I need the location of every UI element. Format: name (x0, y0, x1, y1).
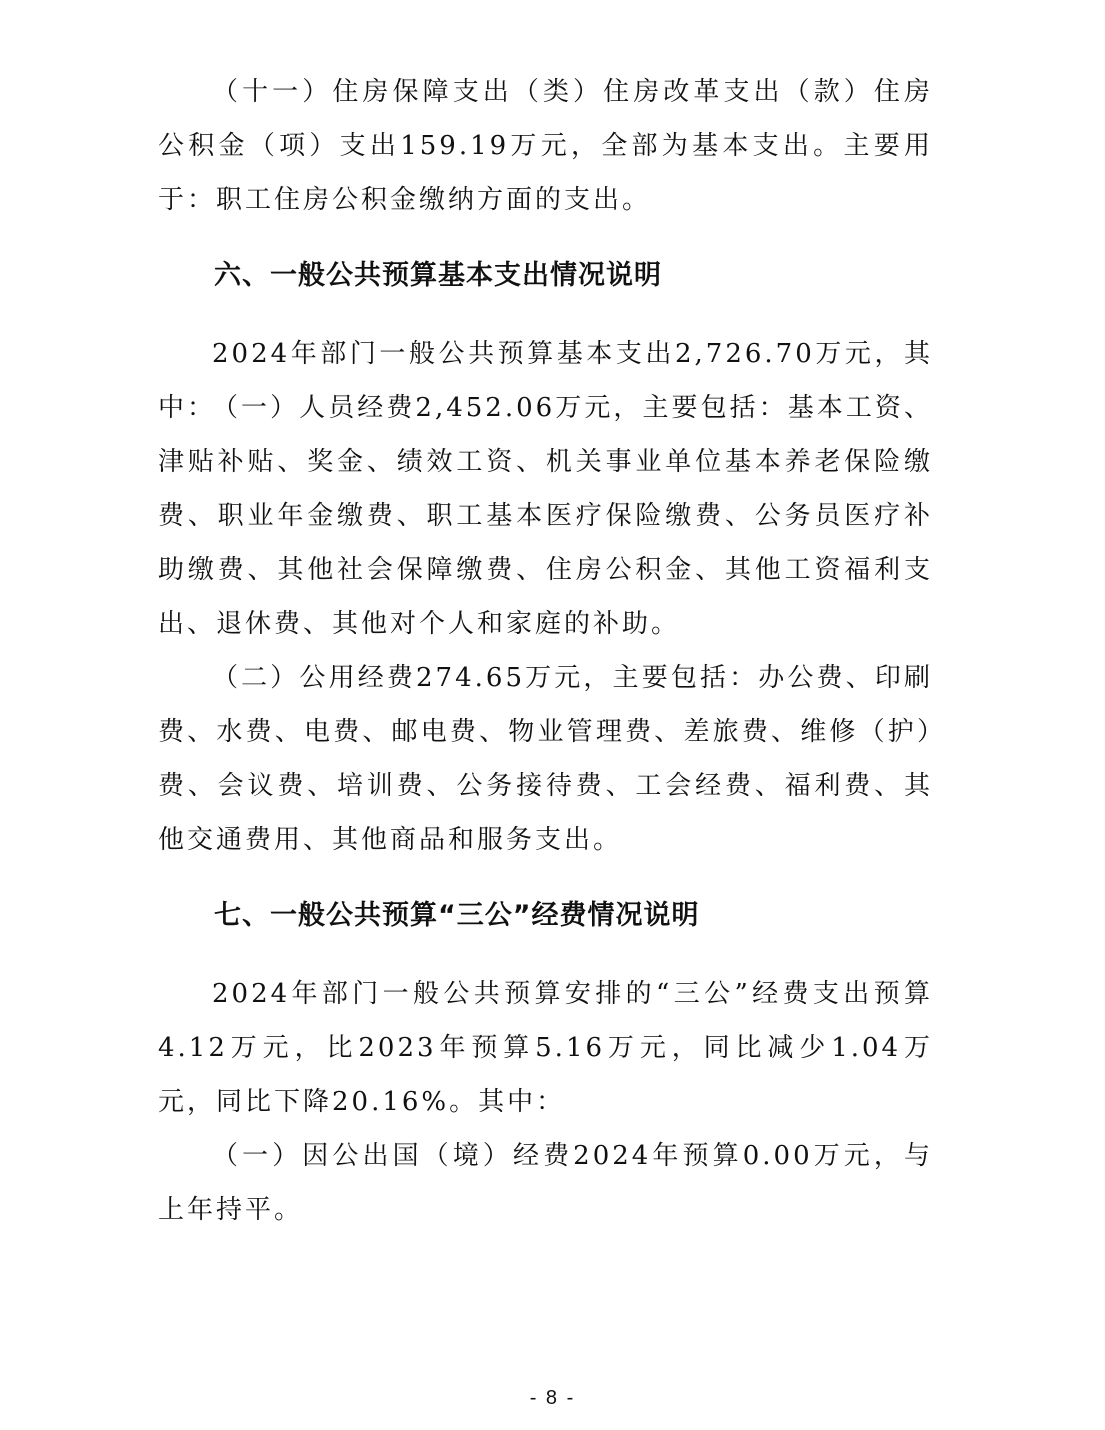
section-heading-three-public-expenses: 七、一般公共预算“三公”经费情况说明 (214, 900, 700, 931)
paragraph-housing-provident-fund: （十一）住房保障支出（类）住房改革支出（款）住房公积金（项）支出159.19万元，全部为基本支出。主要用于：职工住房公积金缴纳方面的支出。 (158, 77, 933, 215)
section-heading-basic-expenditure: 六、一般公共预算基本支出情况说明 (214, 260, 662, 291)
paragraph-three-public-intro: 2024年部门一般公共预算安排的“三公”经费支出预算4.12万元，比2023年预算5.16万元，同比减少1.04万元，同比下降20.16%。其中： (158, 979, 933, 1117)
paragraph-public-expenses: （二）公用经费274.65万元，主要包括：办公费、印刷费、水费、电费、邮电费、物业管理费、差旅费、维修（护）费、会议费、培训费、公务接待费、工会经费、福利费、其他交通费用、其他商品和服务支出。 (158, 663, 933, 855)
page-number: - 8 - (529, 1387, 576, 1409)
paragraph-personnel-expenses: （一）人员经费2,452.06万元，主要包括：基本工资、津贴补贴、奖金、绩效工资、机关事业单位基本养老保险缴费、职业年金缴费、职工基本医疗保险缴费、公务员医疗补助缴费、其他社会保障缴费、住房公积金、其他工资福利支出、退休费、其他对个人和家庭的补助。 (158, 393, 933, 639)
paragraph-overseas-travel-expenses: （一）因公出国（境）经费2024年预算0.00万元，与上年持平。 (158, 1141, 933, 1225)
paragraph-basic-expenditure-intro: 2024年部门一般公共预算基本支出2,726.70万元，其中： (158, 339, 933, 423)
